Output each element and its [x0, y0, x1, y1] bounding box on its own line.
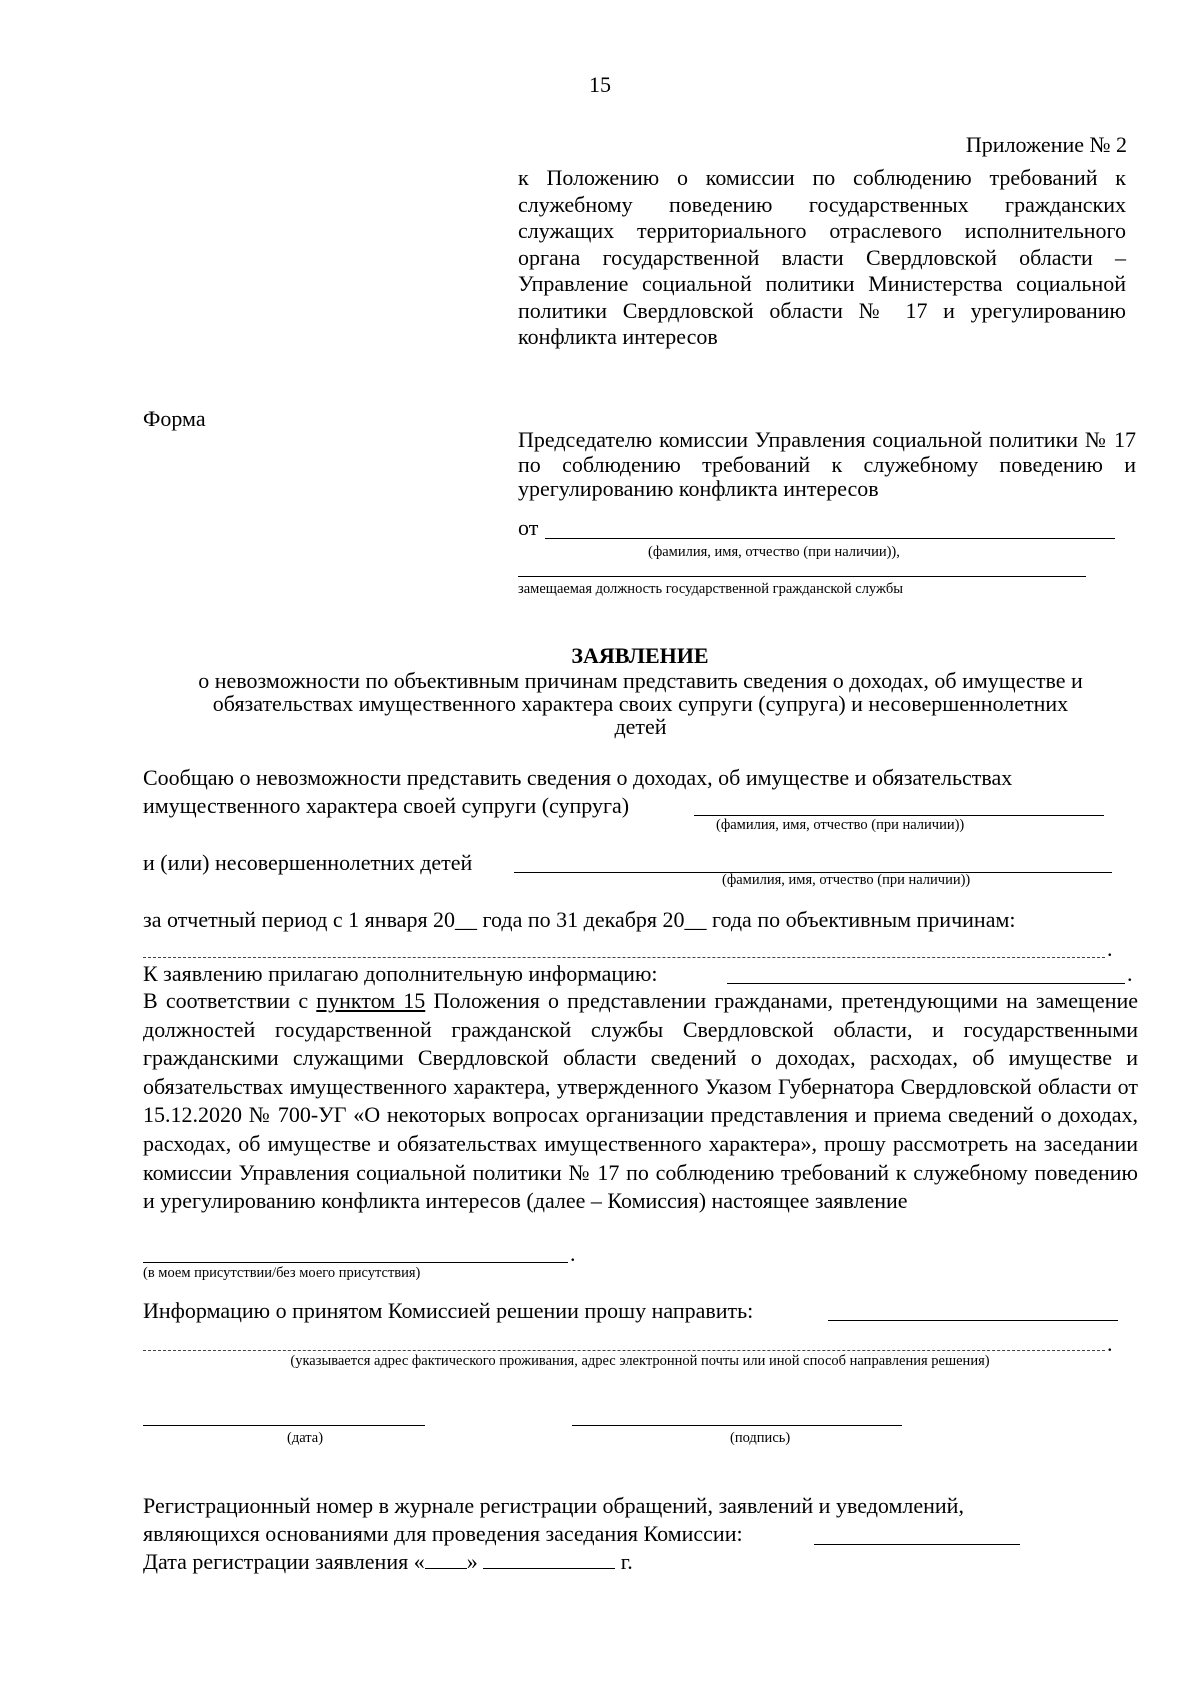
attach-end: . [1127, 961, 1133, 986]
addressee-text: Председателю комиссии Управления социальной политики № 17 по соблюдению требований к служебному поведению и урегулированию конфликта интересов [518, 427, 1136, 501]
position-caption: замещаемая должность государственной гражданской службы [518, 581, 903, 597]
position-field[interactable] [518, 576, 1086, 577]
presence-field[interactable] [143, 1262, 568, 1263]
reg-date-suffix: г. [620, 1549, 633, 1574]
from-label: от [518, 515, 539, 540]
reg-date-mid: » [466, 1549, 478, 1574]
info-caption: (указывается адрес фактического проживания, адрес электронной почты или иной способ направления решения) [290, 1353, 990, 1369]
presence-end: . [570, 1241, 576, 1266]
reg-date-line [143, 1549, 633, 1575]
period-line: за отчетный период с 1 января 20__ года по 31 декабря 20__ года по объективным причинам: [143, 907, 1016, 932]
presence-caption: (в моем присутствии/без моего присутствия) [143, 1265, 421, 1281]
statement-subtitle-2: обязательствах имущественного характера своих супруги (супруга) и несовершеннолетних [212, 691, 1069, 716]
attach-field[interactable] [727, 983, 1125, 984]
statement-subtitle-1: о невозможности по объективным причинам представить сведения о доходах, об имуществе и [198, 668, 1083, 693]
date-caption: (дата) [287, 1430, 324, 1446]
spouse-caption: (фамилия, имя, отчество (при наличии)) [716, 817, 965, 833]
children-label: и (или) несовершеннолетних детей [143, 850, 473, 875]
reg-day-field[interactable] [425, 1549, 467, 1569]
info-end: . [1107, 1331, 1113, 1356]
spouse-name-field[interactable] [694, 815, 1104, 816]
children-caption: (фамилия, имя, отчество (при наличии)) [722, 872, 971, 888]
info-label: Информацию о принятом Комиссией решении прошу направить: [143, 1298, 754, 1323]
signature-field[interactable] [572, 1425, 902, 1426]
para-prefix: В соответствии с [143, 988, 309, 1013]
date-field[interactable] [143, 1425, 425, 1426]
from-caption: (фамилия, имя, отчество (при наличии)), [648, 544, 900, 560]
reg-date-prefix: Дата регистрации заявления « [143, 1549, 425, 1574]
statement-subtitle-3: детей [614, 714, 667, 739]
para-text: Положения о представлении гражданами, претендующими на замещение должностей государственной гражданской службы Свердловской области, и государственными гражданскими служащими Свердловской области сведений о доходах, расходах, об имуществе и обязательствах имущественного характера, утвержденного Указом Губернатора Свердловской области от 15.12.2020 № 700-УГ «О некоторых вопросах организации представления и приема сведений о доходах, расходах, об имуществе и обязательствах имущественного характера», прошу рассмотреть на заседании комиссии Управления социальной политики № 17 по соблюдению требований к служебному поведению и урегулированию конфликта интересов (далее – Комиссия) настоящее заявление [143, 988, 1138, 1214]
reg-number-field[interactable] [814, 1544, 1020, 1545]
reasons-field[interactable] [143, 957, 1105, 958]
info-field-1[interactable] [828, 1320, 1118, 1321]
body-line-2: имущественного характера своей супруги (супруга) [143, 793, 630, 818]
reg-month-field[interactable] [483, 1549, 615, 1569]
period-end: . [1107, 936, 1113, 961]
main-paragraph [143, 987, 1138, 1216]
link-point-15[interactable]: пунктом 15 [316, 988, 426, 1013]
statement-title: ЗАЯВЛЕНИЕ [571, 643, 709, 668]
body-line-1: Сообщаю о невозможности представить сведения о доходах, об имуществе и обязательствах [143, 765, 1013, 790]
attach-label: К заявлению прилагаю дополнительную информацию: [143, 961, 658, 986]
reg-line-1: Регистрационный номер в журнале регистрации обращений, заявлений и уведомлений, [143, 1493, 964, 1518]
reg-line-2: являющихся основаниями для проведения заседания Комиссии: [143, 1521, 743, 1546]
annex-title: Приложение № 2 [965, 132, 1127, 157]
signature-caption: (подпись) [730, 1430, 791, 1446]
form-label: Форма [143, 406, 206, 431]
page-number: 15 [589, 72, 611, 97]
annex-text: к Положению о комиссии по соблюдению требований к служебному поведению государственных гражданских служащих территориального отраслевого исполнительного органа государственной власти Свердловской области – Управление социальной политики Министерства социальной политики Свердловской области № 17 и урегулированию конфликта интересов [518, 165, 1126, 349]
from-name-field[interactable] [545, 538, 1115, 539]
info-field-2[interactable] [143, 1350, 1105, 1351]
